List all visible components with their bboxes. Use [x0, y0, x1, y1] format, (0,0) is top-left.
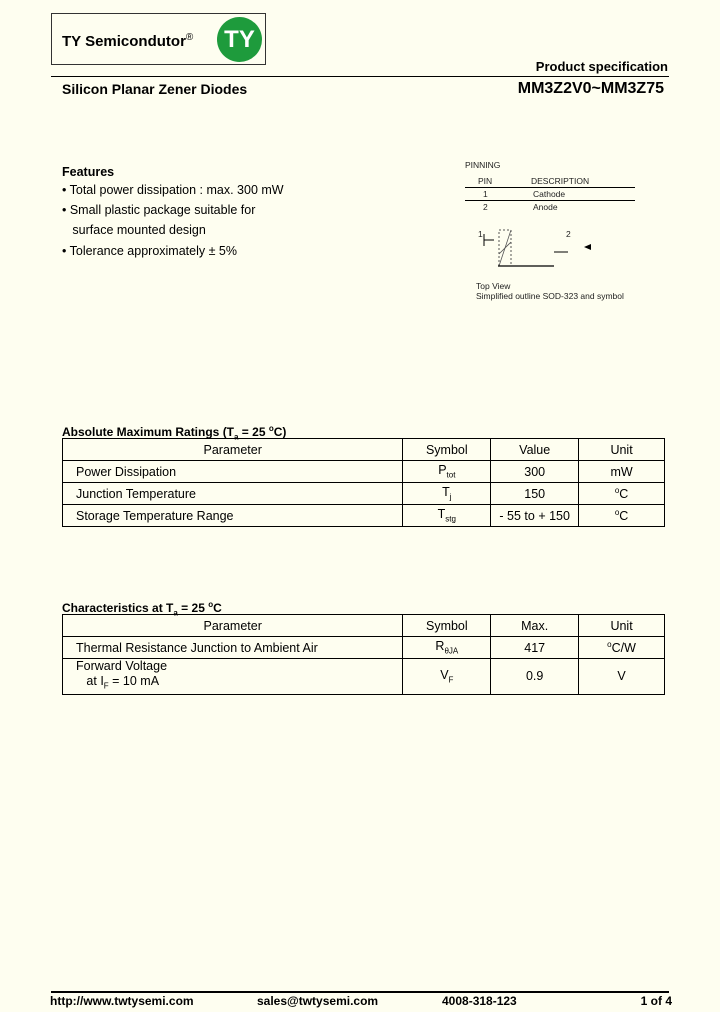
header-parameter: Parameter	[63, 615, 403, 637]
company-name	[62, 32, 193, 50]
symbol-cell: $R_{\theta JA}$	[403, 637, 491, 659]
page-number: 1 of 4	[640, 994, 672, 1008]
feature-item: surface mounted design	[62, 223, 206, 237]
company-ty: TY	[62, 33, 81, 50]
feature-item: • Small plastic package suitable for	[62, 203, 256, 217]
value-cell: 300	[491, 461, 579, 483]
table-row	[63, 461, 665, 483]
pinning-heading: PINNING	[465, 160, 501, 170]
param-cell: Junction Temperature	[63, 483, 403, 505]
table-header-row	[63, 615, 665, 637]
sod323-outline-icon	[470, 226, 600, 270]
desc-col-header: DESCRIPTION	[531, 176, 590, 186]
pinning-divider	[465, 187, 635, 188]
characteristics-title: Characteristics at $T_a = 25$ $^o$C	[62, 600, 222, 618]
table-row	[63, 483, 665, 505]
registered-mark: ®	[185, 32, 194, 43]
product-specification: Product specification	[535, 59, 668, 74]
characteristics-table	[62, 614, 665, 695]
abs-max-table	[62, 438, 665, 527]
value-cell: 417	[491, 637, 579, 659]
pin-number: 2	[483, 202, 488, 212]
header-divider	[51, 76, 669, 77]
param-cell: Thermal Resistance Junction to Ambient Air	[63, 637, 403, 659]
header-unit: Unit	[579, 439, 665, 461]
table-header-row	[63, 439, 665, 461]
header-symbol: Symbol	[403, 615, 491, 637]
footer-divider	[51, 991, 669, 993]
document-title: Silicon Planar Zener Diodes	[62, 81, 248, 97]
pinning-divider	[465, 200, 635, 201]
diagram-pin-1: 1	[478, 229, 483, 239]
symbol-cell: $P_{tot}$	[403, 461, 491, 483]
pin-col-header: PIN	[478, 176, 493, 186]
company-rest: Semicondutor	[85, 33, 186, 50]
feature-item: • Tolerance approximately ± 5%	[62, 244, 237, 258]
part-range: MM3Z2V0~MM3Z75	[517, 80, 664, 97]
header-max: Max.	[491, 615, 579, 637]
ty-logo-icon	[217, 17, 262, 62]
diagram-caption: Simplified outline SOD-323 and symbol	[476, 291, 624, 301]
unit-cell: $^o$C	[579, 505, 665, 527]
symbol-cell: $T_j$	[403, 483, 491, 505]
diagram-pin-2: 2	[566, 229, 571, 239]
diagram-caption: Top View	[476, 281, 511, 291]
features-heading: Features	[62, 165, 115, 179]
symbol-cell: $T_{stg}$	[403, 505, 491, 527]
unit-cell: mW	[579, 461, 665, 483]
param-cell: Power Dissipation	[63, 461, 403, 483]
unit-cell: $^o$C/W	[579, 637, 665, 659]
symbol-cell: $V_F$	[403, 659, 491, 695]
header-parameter: Parameter	[63, 439, 403, 461]
table-row	[63, 637, 665, 659]
header-unit: Unit	[579, 615, 665, 637]
unit-cell: $^o$C	[579, 483, 665, 505]
footer-website-link[interactable]: http://www.twtysemi.com	[50, 994, 194, 1008]
pin-description: Anode	[533, 202, 558, 212]
logo-letters: TY	[224, 25, 255, 53]
logo-box	[51, 13, 266, 65]
abs-max-title: Absolute Maximum Ratings ($T_a = 25$ $^o$C)	[62, 424, 287, 442]
pin-number: 1	[483, 189, 488, 199]
unit-cell: V	[579, 659, 665, 695]
pin-description: Cathode	[533, 189, 566, 199]
table-row	[63, 505, 665, 527]
param-cell: Forward Voltage at $I_F = 10$ mA	[63, 659, 403, 695]
value-cell: 150	[491, 483, 579, 505]
value-cell: - 55 to + 150	[491, 505, 579, 527]
header-symbol: Symbol	[403, 439, 491, 461]
footer-email-link[interactable]: sales@twtysemi.com	[257, 994, 379, 1008]
header-value: Value	[491, 439, 579, 461]
value-cell: 0.9	[491, 659, 579, 695]
feature-item: • Total power dissipation : max. 300 mW	[62, 183, 284, 197]
table-row	[63, 659, 665, 695]
footer-phone: 4008-318-123	[442, 994, 517, 1008]
param-cell: Storage Temperature Range	[63, 505, 403, 527]
